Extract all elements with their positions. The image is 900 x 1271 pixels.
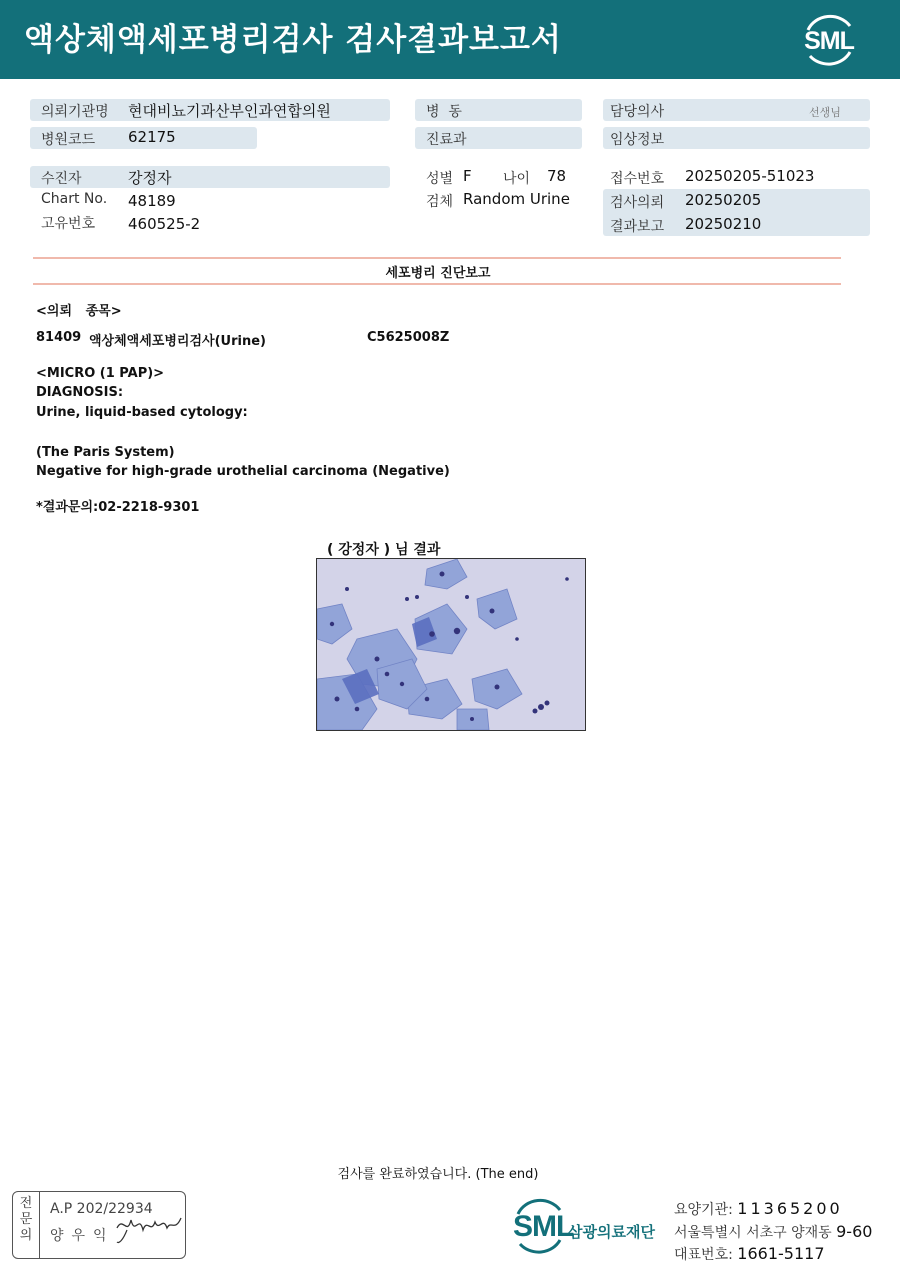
report-date-label: 결과보고 <box>610 219 665 235</box>
report-date-value: 20250210 <box>685 215 762 233</box>
ward-label: 병 동 <box>426 104 462 120</box>
patient-value: 강정자 <box>128 169 172 187</box>
item-code: 81409 <box>36 330 82 345</box>
patient-row <box>30 166 390 188</box>
patient-label: 수진자 <box>41 171 82 187</box>
request-date-label: 검사의뢰 <box>610 195 665 211</box>
specialist-char: 전 <box>19 1196 33 1211</box>
department-label: 진료과 <box>426 132 467 148</box>
section-title: 세포병리 진단보고 <box>385 266 491 281</box>
footer-org-name: 삼광의료재단 <box>568 1223 655 1241</box>
doctor-label: 담당의사 <box>610 104 665 120</box>
sml-logo-text: SML <box>804 27 854 55</box>
footer-address-line <box>674 1222 872 1242</box>
footer-address: 서울특별시 서초구 양재동 <box>674 1225 832 1241</box>
hospital-code-label: 병원코드 <box>41 132 96 148</box>
specialist-char: 의 <box>19 1228 33 1243</box>
pathologist-signature-box <box>12 1191 186 1259</box>
footer-address-no: 9-60 <box>836 1222 873 1241</box>
specimen-value: Random Urine <box>463 190 570 208</box>
paris-system-line: (The Paris System) <box>36 445 175 460</box>
ap-number: A.P 202/22934 <box>50 1201 153 1217</box>
chart-no-value: 48189 <box>128 192 176 210</box>
footer-sml-text: SML <box>513 1210 574 1243</box>
cytology-image <box>316 558 586 731</box>
inquiry-line: *결과문의:02-2218-9301 <box>36 500 200 515</box>
age-value: 78 <box>547 167 567 185</box>
footer-logo <box>510 1196 670 1256</box>
requesting-org-label: 의뢰기관명 <box>41 104 109 120</box>
unique-no-label: 고유번호 <box>41 216 96 232</box>
chart-no-label: Chart No. <box>41 191 108 207</box>
requested-items-heading: <의뢰 종목> <box>36 304 122 319</box>
result-line: Negative for high-grade urothelial carcinoma (Negative) <box>36 464 450 479</box>
specimen-label: 검체 <box>426 194 454 210</box>
footer-code-label: 요양기관: <box>674 1202 733 1218</box>
section-rule-top <box>33 257 841 259</box>
hospital-code-value: 62175 <box>128 128 176 146</box>
diagnosis-line: Urine, liquid-based cytology: <box>36 405 248 420</box>
doctor-suffix: 선생님 <box>809 106 841 119</box>
footer-code-value: 11365200 <box>737 1199 843 1218</box>
end-text: 검사를 완료하였습니다. (The end) <box>337 1167 539 1182</box>
item-id: C5625008Z <box>367 330 450 345</box>
footer-phone-label: 대표번호: <box>674 1247 733 1263</box>
image-caption: ( 강정자 ) 님 결과 <box>327 542 441 558</box>
unique-no-value: 460525-2 <box>128 215 201 233</box>
age-label: 나이 <box>503 171 531 187</box>
requesting-org-value: 현대비뇨기과산부인과연합의원 <box>128 102 331 120</box>
clinical-info-label: 임상정보 <box>610 132 665 148</box>
receipt-no-value: 20250205-51023 <box>685 167 815 185</box>
specialist-char: 문 <box>19 1212 33 1227</box>
item-name: 액상체액세포병리검사(Urine) <box>89 334 266 349</box>
receipt-no-label: 접수번호 <box>610 171 665 187</box>
report-title: 액상체액세포병리검사 검사결과보고서 <box>24 22 562 58</box>
sex-value: F <box>463 167 472 185</box>
sml-logo <box>796 10 862 70</box>
footer-phone: 1661-5117 <box>737 1244 825 1263</box>
diagnosis-heading: DIAGNOSIS: <box>36 385 124 400</box>
footer-code-line <box>674 1199 843 1219</box>
specialist-vertical-label <box>13 1192 40 1258</box>
micro-heading: <MICRO (1 PAP)> <box>36 366 165 381</box>
section-rule-bottom <box>33 283 841 285</box>
pathologist-name: 양우익 <box>50 1228 115 1244</box>
handwritten-signature <box>113 1206 185 1246</box>
request-date-value: 20250205 <box>685 191 762 209</box>
sex-label: 성별 <box>426 171 454 187</box>
footer-phone-line <box>674 1244 825 1264</box>
